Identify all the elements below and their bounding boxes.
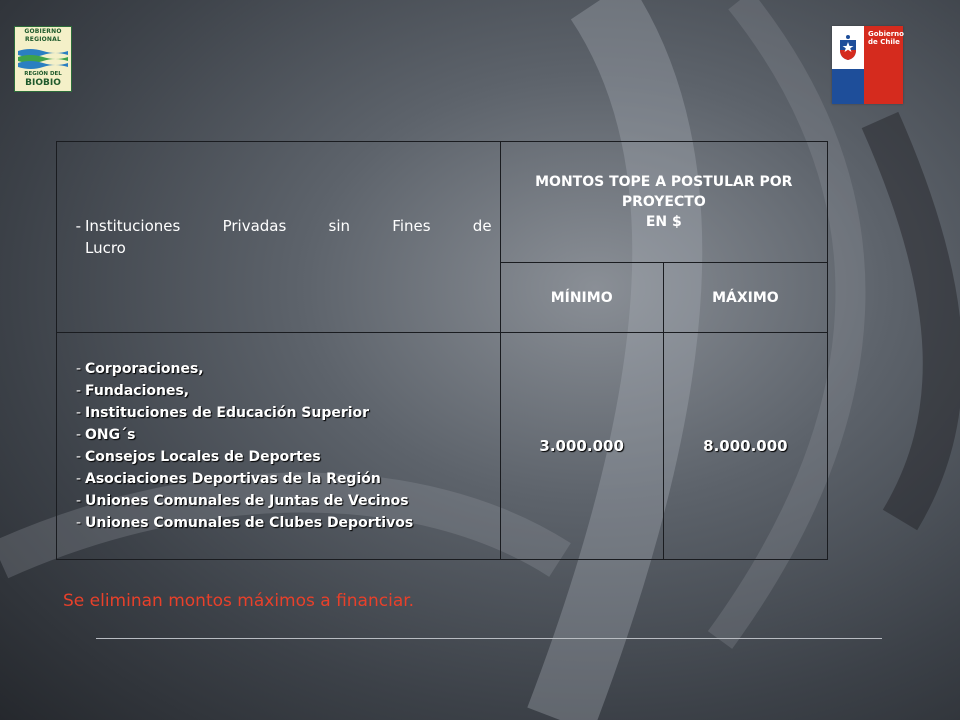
logo-left-line2: REGIONAL: [24, 36, 62, 43]
amounts-header: [500, 142, 827, 263]
divider-line: [96, 638, 882, 639]
river-waves-icon: [18, 45, 68, 69]
institution-type-header: [57, 142, 501, 333]
gobierno-de-chile-logo: [832, 26, 903, 104]
list-item: - Asociaciones Deportivas de la Región: [75, 471, 381, 487]
institution-list: [61, 358, 500, 534]
list-item: - Corporaciones,: [75, 361, 204, 377]
header-dash: -: [75, 217, 81, 235]
list-item: - Instituciones de Educación Superior: [75, 405, 370, 421]
min-amount-value: 3.000.000: [500, 333, 663, 560]
list-item: - Consejos Locales de Deportes: [75, 449, 321, 465]
amounts-header-line3: EN $: [645, 214, 682, 230]
logo-right-line2: de Chile: [868, 38, 900, 46]
logo-left-line4: BIOBIO: [25, 78, 61, 88]
logo-left-line1: GOBIERNO: [24, 28, 62, 35]
funding-limits-table: [56, 141, 828, 560]
financing-note: Se eliminan montos máximos a financiar.: [63, 591, 415, 611]
coat-of-arms-icon: [836, 34, 860, 62]
gobierno-regional-logo: [14, 26, 72, 92]
max-amount-value: 8.000.000: [663, 333, 827, 560]
list-item: - ONG´s: [75, 427, 136, 443]
logo-left-line3: REGIÓN DEL: [24, 71, 62, 77]
amounts-header-line2: PROYECTO: [621, 194, 706, 210]
list-item: - Uniones Comunales de Juntas de Vecinos: [75, 493, 409, 509]
institution-type-text-cont: Lucro: [85, 239, 126, 257]
logo-right-line1: Gobierno: [868, 30, 904, 38]
list-item: - Uniones Comunales de Clubes Deportivos: [75, 515, 414, 531]
institution-list-cell: [57, 333, 501, 560]
max-column-header: MÁXIMO: [663, 263, 827, 333]
list-item: - Fundaciones,: [75, 383, 190, 399]
institution-type-text: Instituciones Privadas sin Fines de: [85, 217, 492, 235]
amounts-header-line1: MONTOS TOPE A POSTULAR POR: [535, 174, 793, 190]
min-column-header: MÍNIMO: [500, 263, 663, 333]
